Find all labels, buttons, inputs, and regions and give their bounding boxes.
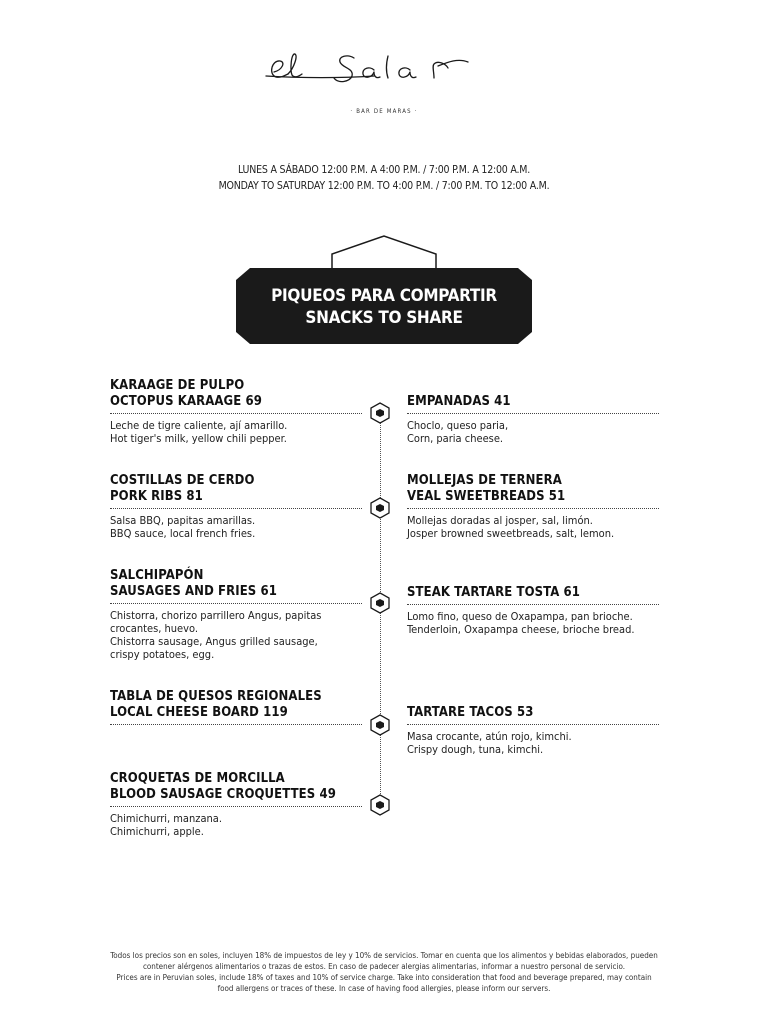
item-title-english: OCTOPUS KARAAGE 69 <box>110 394 262 409</box>
logo <box>262 48 506 115</box>
footer-line: Prices are in Peruvian soles, include 18% of taxes and 10% of service charge. Take into consideration that food and beverage prepared, may contain <box>116 973 652 982</box>
item-description <box>407 514 659 540</box>
item-description <box>110 609 362 661</box>
item-title: EMPANADAS 41 <box>407 394 511 409</box>
section-title-spanish: PIQUEOS PARA COMPARTIR <box>271 286 497 306</box>
menu-item-empanadas <box>407 394 659 445</box>
menu-item-octopus-karaage <box>110 378 362 445</box>
item-title-english: SAUSAGES AND FRIES 61 <box>110 584 277 599</box>
description-english: Chimichurri, apple. <box>110 825 204 838</box>
section-title-english: SNACKS TO SHARE <box>305 308 463 328</box>
description-spanish: Choclo, queso paria, <box>407 419 509 432</box>
menu-item-veal-sweetbreads <box>407 473 659 540</box>
hours-spanish: LUNES A SÁBADO 12:00 P.M. A 4:00 P.M. / 7:00 P.M. A 12:00 A.M. <box>237 164 531 176</box>
description-spanish: Chimichurri, manzana. <box>110 812 223 825</box>
description-english: Crispy dough, tuna, kimchi. <box>407 743 544 756</box>
item-title: TARTARE TACOS 53 <box>407 705 534 720</box>
footer-line: food allergens or traces of these. In case of having food allergies, please inform our servers. <box>217 984 551 993</box>
item-description <box>110 812 362 838</box>
dotted-divider <box>110 603 362 604</box>
description-english: Corn, paria cheese. <box>407 432 504 445</box>
menu-item-sausages-and-fries <box>110 568 362 661</box>
description-spanish: Mollejas doradas al josper, sal, limón. <box>407 514 593 527</box>
item-title-spanish: CROQUETAS DE MORCILLA <box>110 771 285 786</box>
menu-item-tartare-tacos <box>407 705 659 756</box>
dotted-divider <box>110 508 362 509</box>
footer-line: contener alérgenos alimentarios o trazas de estos. En caso de padecer alergias alimentarias, informar a nuestro personal de servicio. <box>142 962 626 971</box>
item-description <box>407 730 659 756</box>
hours-english: MONDAY TO SATURDAY 12:00 P.M. TO 4:00 P.M. / 7:00 P.M. TO 12:00 A.M. <box>218 180 550 192</box>
hexagon-marker-icon <box>370 592 390 614</box>
description-spanish: Leche de tigre caliente, ají amarillo. <box>110 419 288 432</box>
description-spanish: Masa crocante, atún rojo, kimchi. <box>407 730 572 743</box>
menu-item-steak-tartare-tosta <box>407 585 659 636</box>
item-title-english: LOCAL CHEESE BOARD 119 <box>110 705 288 720</box>
description-english: crispy potatoes, egg. <box>110 648 215 661</box>
hexagon-marker-icon <box>370 402 390 424</box>
item-title-english: BLOOD SAUSAGE CROQUETTES 49 <box>110 787 336 802</box>
description-english: Tenderloin, Oxapampa cheese, brioche bread. <box>407 623 635 636</box>
item-title-spanish: KARAAGE DE PULPO <box>110 378 245 393</box>
footer-line: Todos los precios son en soles, incluyen 18% de impuestos de ley y 10% de servicios. Tomar en cuenta que los alimentos y bebidas elaborados, pueden <box>110 951 658 960</box>
description-english: Chistorra sausage, Angus grilled sausage, <box>110 635 318 648</box>
item-title-spanish: COSTILLAS DE CERDO <box>110 473 255 488</box>
item-title-spanish: MOLLEJAS DE TERNERA <box>407 473 562 488</box>
description-spanish: Chistorra, chorizo parrillero Angus, papitas <box>110 609 322 622</box>
menu-item-local-cheese-board <box>110 689 362 725</box>
menu-item-blood-sausage-croquettes <box>110 771 362 838</box>
description-spanish: crocantes, huevo. <box>110 622 198 635</box>
description-spanish: Salsa BBQ, papitas amarillas. <box>110 514 256 527</box>
dotted-divider <box>407 604 659 605</box>
hexagon-marker-icon <box>370 714 390 736</box>
item-title-spanish: SALCHIPAPÓN <box>110 568 204 583</box>
item-description <box>110 514 362 540</box>
logo-subtitle: · BAR DE MARAS · <box>350 108 418 115</box>
dotted-divider <box>110 806 362 807</box>
dotted-divider <box>407 413 659 414</box>
opening-hours <box>0 162 768 194</box>
dotted-divider <box>110 724 362 725</box>
hexagon-marker-icon <box>370 497 390 519</box>
item-title-english: VEAL SWEETBREADS 51 <box>407 489 566 504</box>
description-english: BBQ sauce, local french fries. <box>110 527 256 540</box>
description-spanish: Lomo fino, queso de Oxapampa, pan brioche. <box>407 610 633 623</box>
dotted-divider <box>407 508 659 509</box>
logo-script-mark <box>262 48 506 104</box>
item-title: STEAK TARTARE TOSTA 61 <box>407 585 581 600</box>
dotted-divider <box>407 724 659 725</box>
item-description <box>407 610 659 636</box>
description-english: Josper browned sweetbreads, salt, lemon. <box>407 527 615 540</box>
hexagon-marker-icon <box>370 794 390 816</box>
item-description <box>407 419 659 445</box>
dotted-divider <box>110 413 362 414</box>
legal-footer <box>0 950 768 994</box>
menu-item-pork-ribs <box>110 473 362 540</box>
item-title-english: PORK RIBS 81 <box>110 489 203 504</box>
item-description <box>110 419 362 445</box>
section-banner <box>236 234 532 346</box>
description-english: Hot tiger's milk, yellow chili pepper. <box>110 432 287 445</box>
item-title-spanish: TABLA DE QUESOS REGIONALES <box>110 689 322 704</box>
